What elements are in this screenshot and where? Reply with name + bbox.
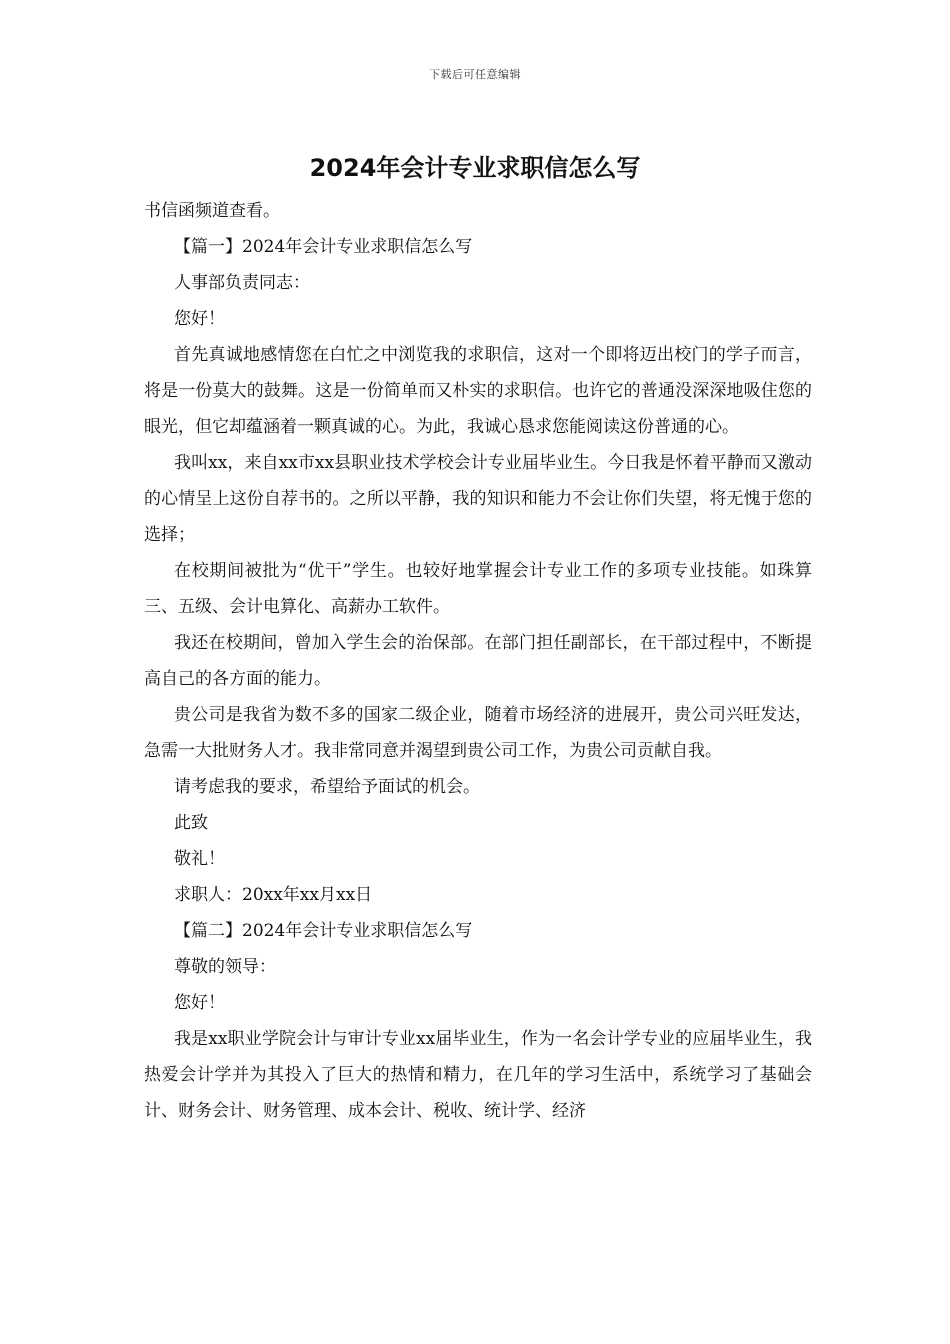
document-body — [144, 193, 812, 1129]
paragraph: 我还在校期间，曾加入学生会的治保部。在部门担任副部长，在干部过程中，不断提高自己的各方面的能力。 — [144, 633, 812, 689]
paragraph: 您好！ — [174, 309, 225, 329]
paragraph: 在校期间被批为“优干”学生。也较好地掌握会计专业工作的多项专业技能。如珠算三、五级、会计电算化、高薪办工软件。 — [144, 561, 812, 617]
paragraph: 【篇二】2024年会计专业求职信怎么写 — [174, 921, 473, 941]
paragraph: 【篇一】2024年会计专业求职信怎么写 — [174, 237, 473, 257]
document-title: 2024年会计专业求职信怎么写 — [309, 154, 641, 182]
paragraph: 书信函频道查看。 — [144, 201, 280, 221]
paragraph: 您好！ — [174, 993, 225, 1013]
paragraph: 人事部负责同志： — [174, 273, 310, 293]
paragraph: 首先真诚地感情您在白忙之中浏览我的求职信，这对一个即将迈出校门的学子而言，将是一份莫大的鼓舞。这是一份简单而又朴实的求职信。也许它的普通没深深地吸住您的眼光，但它却蕴涵着一颗真诚的心。为此，我诚心恳求您能阅读这份普通的心。 — [144, 345, 812, 437]
paragraph: 尊敬的领导： — [174, 957, 276, 977]
paragraph: 我是xx职业学院会计与审计专业xx届毕业生，作为一名会计学专业的应届毕业生，我热爱会计学并为其投入了巨大的热情和精力，在几年的学习生活中，系统学习了基础会计、财务会计、财务管理、成本会计、税收、统计学、经济 — [144, 1029, 812, 1121]
paragraph: 敬礼！ — [174, 849, 225, 869]
paragraph: 我叫xx，来自xx市xx县职业技术学校会计专业届毕业生。今日我是怀着平静而又激动的心情呈上这份自荐书的。之所以平静，我的知识和能力不会让你们失望，将无愧于您的选择； — [144, 453, 812, 545]
paragraph: 贵公司是我省为数不多的国家二级企业，随着市场经济的进展开，贵公司兴旺发达，急需一大批财务人才。我非常同意并渴望到贵公司工作，为贵公司贡献自我。 — [144, 705, 812, 761]
page-header-note: 下载后可任意编辑 — [429, 68, 521, 81]
paragraph: 请考虑我的要求，希望给予面试的机会。 — [174, 777, 480, 797]
paragraph: 此致 — [174, 813, 208, 833]
paragraph: 求职人：20xx年xx月xx日 — [174, 885, 373, 905]
